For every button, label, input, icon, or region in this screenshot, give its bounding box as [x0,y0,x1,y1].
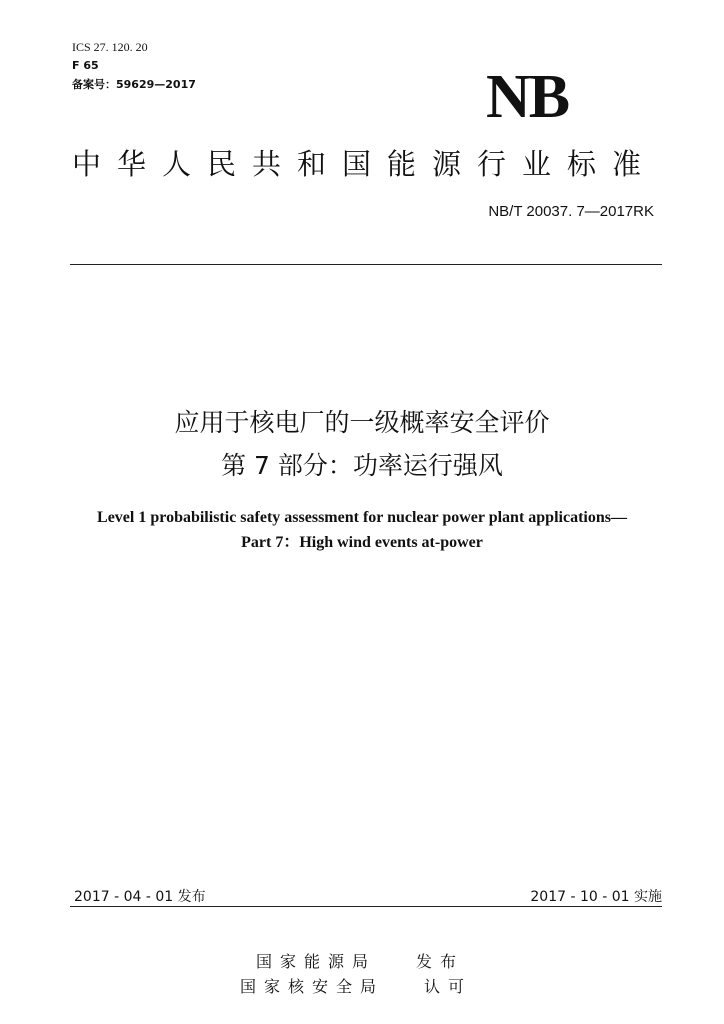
issuer-org-1: 国家能源局 [256,952,377,971]
title-en-line2: Part 7：High wind events at-power [241,534,483,551]
title-cn-line1: 应用于核电厂的一级概率安全评价 [174,408,550,437]
bottom-divider [70,906,662,907]
classification-code: F 65 [72,59,99,72]
standard-number: NB/T 20037. 7—2017RK [488,203,654,220]
title-cn-line2: 第 7 部分：功率运行强风 [221,451,503,480]
issuer-org-2: 国家核安全局 [240,977,385,996]
implement-date: 2017 - 10 - 01 实施 [530,889,662,905]
issuer-action-1: 发布 [416,952,465,971]
ics-code: ICS 27. 120. 20 [72,40,148,54]
record-number: 备案号：59629—2017 [72,78,196,91]
industry-standard-title: 中华人民共和国能源行业标准 [72,147,658,181]
issuer-action-2: 认可 [424,977,473,996]
nb-logo: NB [486,63,569,131]
publish-date: 2017 - 04 - 01 发布 [74,889,206,905]
title-en-line1: Level 1 probabilistic safety assessment for nuclear power plant applications— [97,509,627,526]
top-divider [70,264,662,265]
